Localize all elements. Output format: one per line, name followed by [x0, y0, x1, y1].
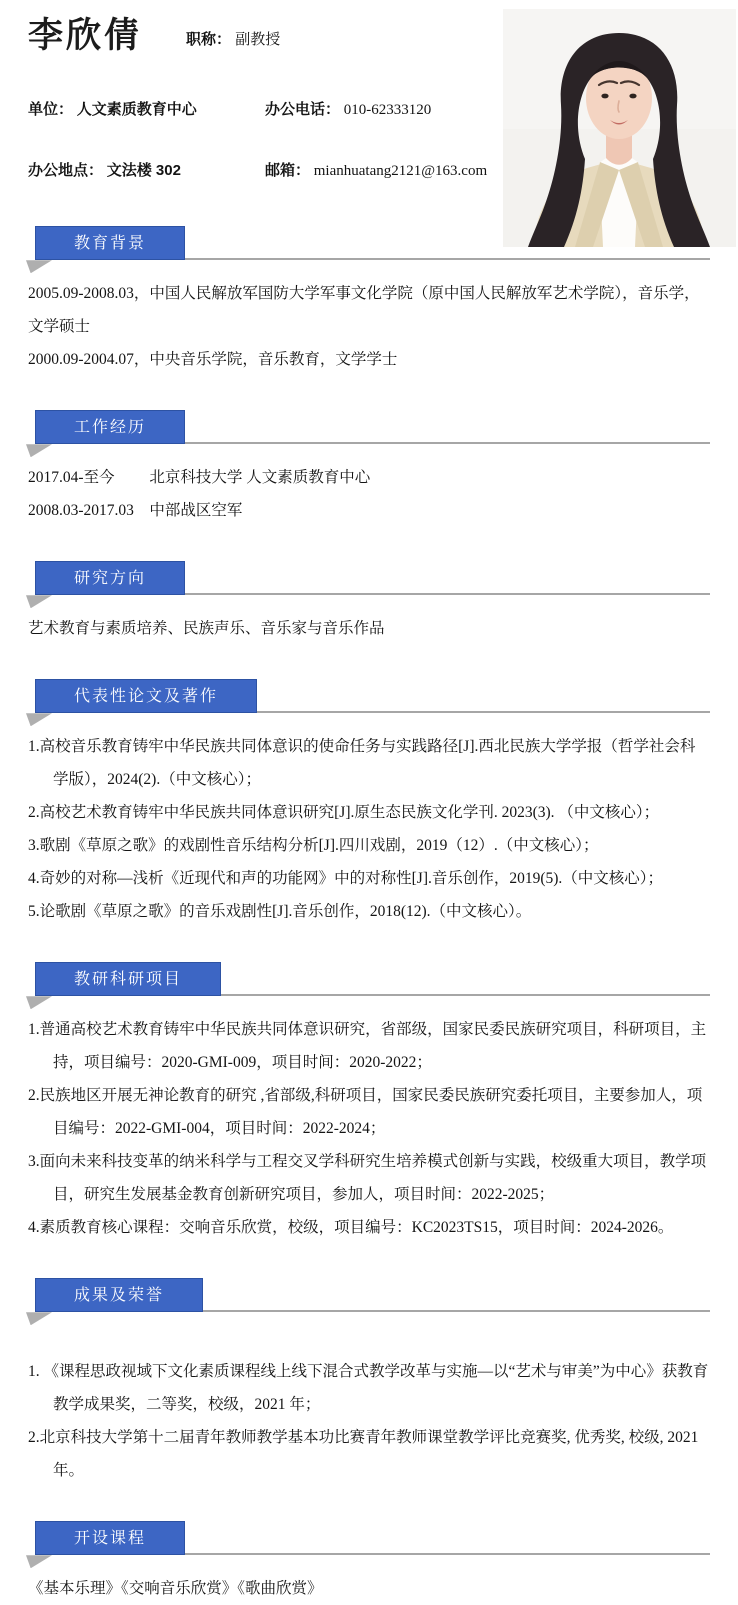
section-head-projects [28, 962, 710, 1009]
section-head-work [28, 410, 710, 457]
research-direction: 艺术教育与素质培养、民族声乐、音乐家与音乐作品 [28, 620, 385, 638]
email-value: mianhuatang2121@163.com [313, 163, 488, 180]
paper-item: 4.奇妙的对称—浅析《近现代和声的功能网》中的对称性[J].音乐创作，2019(5).（中文核心）； [28, 870, 664, 888]
title-value: 副教授 [235, 31, 281, 49]
email-field [265, 159, 500, 180]
title-label: 职称： [186, 31, 232, 49]
section-honors [28, 1278, 710, 1487]
profile-photo [503, 9, 736, 247]
paper-item: 2.高校艺术教育铸牢中华民族共同体意识研究[J].原生态民族文化学刊. 2023(3). （中文核心）； [28, 804, 660, 822]
section-head-papers [28, 679, 710, 726]
research-list [28, 612, 710, 645]
work-item: 2017.04-至今 北京科技大学 人文素质教育中心 [28, 469, 371, 487]
education-item: 2000.09-2004.07，中央音乐学院，音乐教育，文学学士 [28, 351, 398, 369]
fold-corner-icon [26, 595, 52, 608]
section-heading-research: 研究方向 [35, 561, 185, 595]
phone-value: 010-62333120 [343, 102, 432, 119]
papers-list [28, 730, 710, 928]
paper-item: 3.歌剧《草原之歌》的戏剧性音乐结构分析[J].四川戏剧，2019（12）.（中文核心）； [28, 837, 599, 855]
fold-corner-icon [26, 713, 52, 726]
office-label: 办公地点： [28, 162, 104, 180]
projects-list [28, 1013, 710, 1244]
section-heading-projects: 教研科研项目 [35, 962, 221, 996]
unit-value: 人文素质教育中心 [76, 101, 197, 119]
phone-field [265, 98, 500, 119]
office-value: 文法楼 302 [106, 162, 181, 180]
office-field [28, 159, 265, 180]
fold-corner-icon [26, 996, 52, 1009]
project-item: 1.普通高校艺术教育铸牢中华民族共同体意识研究，省部级，国家民委民族研究项目，科研项目，主持，项目编号：2020-GMI-009，项目时间：2020-2022； [28, 1021, 707, 1072]
phone-label: 办公电话： [265, 101, 341, 119]
section-education [28, 226, 710, 376]
section-heading-courses: 开设课程 [35, 1521, 185, 1555]
contact-info-grid [28, 98, 500, 180]
course-list-line: 《基本乐理》《交响音乐欣赏》《歌曲欣赏》 [28, 1580, 323, 1598]
honor-item: 1. 《课程思政视域下文化素质课程线上线下混合式教学改革与实施—以“艺术与审美”为中心》获教育教学成果奖，二等奖，校级，2021 年； [28, 1363, 709, 1414]
section-heading-work: 工作经历 [35, 410, 185, 444]
unit-label: 单位： [28, 101, 74, 119]
honor-item: 2.北京科技大学第十二届青年教师教学基本功比赛青年教师课堂教学评比竞赛奖, 优秀奖, 校级, 2021 年。 [28, 1429, 699, 1480]
section-courses [28, 1521, 710, 1605]
project-item: 3.面向未来科技变革的纳米科学与工程交叉学科研究生培养模式创新与实践，校级重大项目，教学项目，研究生发展基金教育创新研究项目，参加人，项目时间：2022-2025； [28, 1153, 707, 1204]
section-head-honors [28, 1278, 710, 1325]
paper-item: 5.论歌剧《草原之歌》的音乐戏剧性[J].音乐创作，2018(12).（中文核心）。 [28, 903, 532, 921]
fold-corner-icon [26, 1555, 52, 1568]
portrait-illustration [503, 9, 736, 247]
section-papers [28, 679, 710, 928]
project-item: 4.素质教育核心课程：交响音乐欣赏，校级，项目编号：KC2023TS15，项目时间：2024-2026。 [28, 1219, 674, 1237]
section-head-research [28, 561, 710, 608]
work-item: 2008.03-2017.03 中部战区空军 [28, 502, 243, 520]
unit-field [28, 98, 265, 119]
section-heading-papers: 代表性论文及著作 [35, 679, 257, 713]
education-list [28, 277, 710, 376]
project-item: 2.民族地区开展无神论教育的研究 ,省部级,科研项目，国家民委民族研究委托项目，主要参加人，项目编号：2022-GMI-004，项目时间：2022-2024； [28, 1087, 703, 1138]
fold-corner-icon [26, 260, 52, 273]
section-research [28, 561, 710, 645]
work-list [28, 461, 710, 527]
education-item: 2005.09-2008.03，中国人民解放军国防大学军事文化学院（原中国人民解放军艺术学院），音乐学，文学硕士 [28, 285, 700, 336]
section-projects [28, 962, 710, 1244]
honors-list [28, 1355, 710, 1487]
section-head-education [28, 226, 710, 273]
section-heading-honors: 成果及荣誉 [35, 1278, 203, 1312]
title-pair [186, 28, 280, 56]
section-head-courses [28, 1521, 710, 1568]
fold-corner-icon [26, 444, 52, 457]
paper-item: 1.高校音乐教育铸牢中华民族共同体意识的使命任务与实践路径[J].西北民族大学学报（哲学社会科学版），2024(2).（中文核心）； [28, 738, 696, 789]
email-label: 邮箱： [265, 162, 311, 180]
profile-header [28, 0, 710, 180]
courses-list [28, 1572, 710, 1605]
fold-corner-icon [26, 1312, 52, 1325]
section-work [28, 410, 710, 527]
faculty-name: 李欣倩 [28, 16, 143, 55]
section-heading-education: 教育背景 [35, 226, 185, 260]
